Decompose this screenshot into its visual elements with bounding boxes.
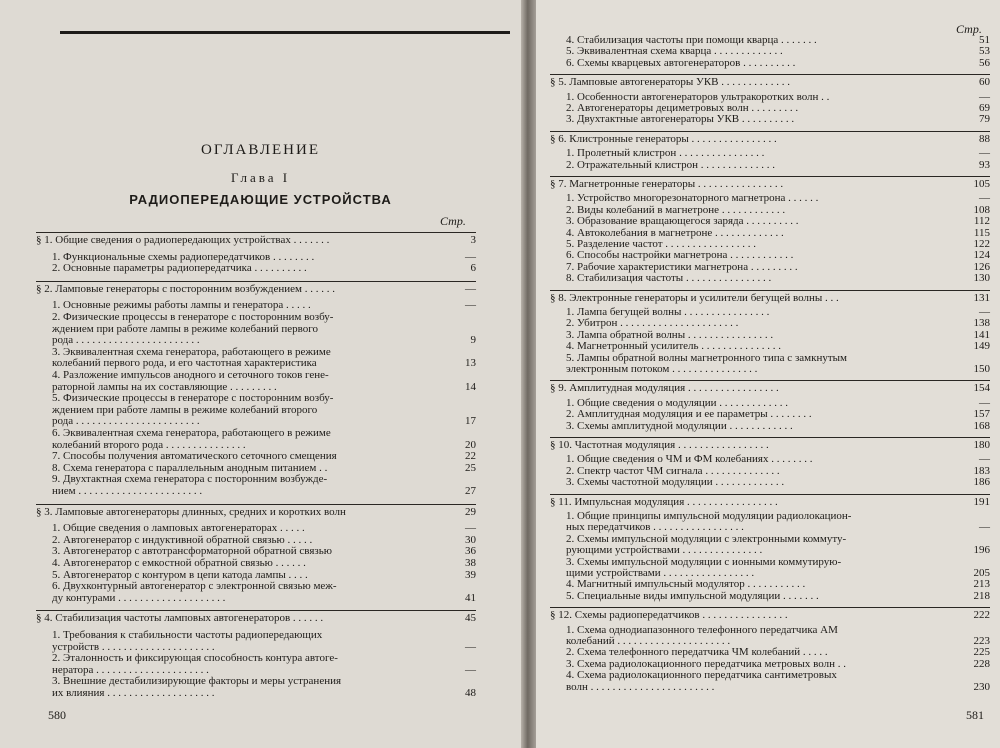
toc-entry-text: § 8. Электронные генераторы и усилители бегущей волны . . . [550, 291, 839, 304]
toc-subsection [566, 421, 990, 432]
toc-entry-page: 130 [973, 272, 990, 285]
toc-entry-text: 4. Схема радиолокационного передатчика сантиметровых волн . . . . . . . . . . . . . . . . . . . . . . . [566, 669, 837, 693]
toc-entry-text: 3. Лампа обратной волны . . . . . . . . . . . . . . . . [566, 328, 774, 341]
toc-entry-text: 5. Эквивалентная схема кварца . . . . . . . . . . . . . [566, 45, 783, 58]
toc-subsection [566, 148, 990, 159]
toc-entry-page: 225 [973, 646, 990, 659]
toc-entry-page: — [465, 640, 476, 653]
toc-subsection [566, 353, 990, 376]
toc-entry-text: § 1. Общие сведения о радиопередающих устройствах . . . . . . . [36, 234, 330, 246]
toc-entry-page: 149 [973, 340, 990, 353]
toc-entry-text: 4. Автоколебания в магнетроне . . . . . . . . . . . . . [566, 226, 784, 239]
toc-subsection [52, 347, 476, 370]
toc-section [36, 281, 476, 296]
toc-entry-page: — [979, 453, 990, 466]
toc-list-left [36, 232, 476, 702]
toc-entry-text: 1. Общие сведения о ЧМ и ФМ колебаниях . . . . . . . . [566, 453, 813, 466]
toc-subsection [566, 216, 990, 227]
toc-entry-text: § 10. Частотная модуляция . . . . . . . . . . . . . . . . . [550, 439, 769, 451]
toc-entry-text: 8. Стабилизация частоты . . . . . . . . . . . . . . . . [566, 272, 772, 285]
toc-entry-text: 1. Требования к стабильности частоты радиопередающих устройств . . . . . . . . . . . . . . . . . . . . . [52, 629, 323, 653]
toc-entry-page: 41 [465, 591, 476, 604]
toc-entry-text: 1. Особенности автогенераторов ультракоротких волн . . [566, 90, 830, 103]
toc-entry-page: 93 [979, 158, 990, 171]
toc-section [550, 176, 990, 190]
toc-entry-text: 1. Общие сведения о модуляции . . . . . . . . . . . . . [566, 396, 789, 409]
toc-entry-text: 4. Магнетронный усилитель . . . . . . . . . . . . . . . [566, 340, 782, 353]
toc-entry-text: 7. Способы получения автоматического сеточного смещения [52, 450, 337, 463]
toc-entry-page: 9 [470, 334, 476, 347]
toc-entry-text: 3. Схема радиолокационного передатчика метровых волн . . [566, 657, 846, 670]
toc-entry-text: 6. Способы настройки магнетрона . . . . . . . . . . . . [566, 249, 794, 262]
toc-entry-page: 150 [973, 362, 990, 375]
toc-entry-page: — [465, 522, 476, 535]
toc-entry-page: 38 [465, 557, 476, 569]
toc-subsection [52, 428, 476, 451]
toc-section [550, 131, 990, 145]
toc-entry-text: § 11. Импульсная модуляция . . . . . . . . . . . . . . . . . [550, 495, 778, 508]
toc-entry-text: 3. Автогенератор с автотрансформаторной обратной связью [52, 545, 332, 558]
page-column-label: Стр. [956, 22, 982, 36]
toc-entry-page: 69 [979, 102, 990, 114]
toc-entry-page: 25 [465, 461, 476, 474]
toc-section [36, 504, 476, 519]
toc-entry-text: § 4. Стабилизация частоты ламповых автогенераторов . . . . . . [36, 612, 324, 625]
toc-entry-page: 56 [979, 56, 990, 69]
toc-subsection [566, 341, 990, 352]
toc-entry-page: 51 [979, 34, 990, 46]
toc-entry-page: 205 [973, 566, 990, 579]
toc-entry-page: 112 [973, 215, 990, 228]
toc-entry-text: 8. Схема генератора с параллельным анодным питанием . . [52, 461, 328, 474]
toc-entry-text: 9. Двухтактная схема генератора с посторонним возбужде- нием . . . . . . . . . . . . . . . . . . . . . . . [52, 473, 328, 497]
toc-entry-page: 14 [465, 380, 476, 393]
toc-entry-page: 36 [465, 545, 476, 558]
toc-entry-text: 2. Схема телефонного передатчика ЧМ колебаний . . . . . [566, 646, 828, 659]
toc-entry-page: 230 [973, 680, 990, 693]
toc-subsection [566, 58, 990, 69]
toc-entry-page: 27 [465, 484, 476, 497]
toc-entry-text: 7. Рабочие характеристики магнетрона . . . . . . . . . [566, 260, 798, 273]
toc-entry-page: 183 [973, 464, 990, 477]
toc-entry-text: 2. Амплитудная модуляция и ее параметры . . . . . . . . [566, 408, 812, 421]
toc-subsection [52, 474, 476, 497]
toc-entry-page: 105 [973, 178, 990, 190]
toc-entry-text: 4. Разложение импульсов анодного и сеточного токов гене- раторной лампы на их составляющие . . . . . . . . . [52, 369, 329, 393]
toc-entry-page: 108 [973, 203, 990, 216]
toc-subsection [566, 534, 990, 557]
toc-entry-page: 13 [465, 357, 476, 370]
toc-section [36, 610, 476, 625]
toc-entry-text: 1. Функциональные схемы радиопередатчиков . . . . . . . . [52, 250, 315, 263]
toc-entry-page: — [465, 282, 476, 295]
toc-entry-page: 196 [973, 544, 990, 557]
toc-entry-text: 5. Специальные виды импульсной модуляции . . . . . . . [566, 589, 819, 602]
toc-entry-page: 141 [973, 328, 990, 341]
toc-subsection [566, 670, 990, 693]
toc-entry-page: 39 [465, 568, 476, 581]
toc-subsection [52, 653, 476, 676]
toc-subsection [566, 591, 990, 602]
toc-section [550, 74, 990, 88]
toc-entry-text: 3. Схемы частотной модуляции . . . . . . . . . . . . . [566, 476, 785, 489]
toc-subsection [566, 409, 990, 420]
toc-entry-text: 1. Лампа бегущей волны . . . . . . . . . . . . . . . . [566, 306, 770, 318]
toc-entry-page: 154 [973, 382, 990, 395]
toc-section [550, 290, 990, 304]
toc-entry-text: 2. Спектр частот ЧМ сигнала . . . . . . . . . . . . . . [566, 464, 780, 477]
toc-entry-page: — [979, 192, 990, 205]
toc-list-right [550, 35, 990, 700]
toc-entry-page: 6 [470, 262, 476, 275]
toc-entry-text: 1. Общие сведения о ламповых автогенераторах . . . . . [52, 522, 305, 535]
toc-entry-text: 2. Виды колебаний в магнетроне . . . . . . . . . . . . [566, 203, 786, 216]
toc-entry-page: 186 [973, 476, 990, 489]
toc-entry-page: 126 [973, 260, 990, 273]
toc-title: ОГЛАВЛЕНИЕ [201, 142, 320, 158]
toc-entry-text: 3. Внешние дестабилизирующие факторы и меры устранения их влияния . . . . . . . . . . . . . . . . . . . . [52, 675, 342, 699]
toc-entry-text: § 9. Амплитудная модуляция . . . . . . . . . . . . . . . . . [550, 382, 779, 395]
toc-subsection [52, 312, 476, 347]
toc-entry-text: 3. Эквивалентная схема генератора, работающего в режиме колебаний первого рода, и его частотная характеристика [52, 345, 331, 370]
toc-subsection [52, 558, 476, 570]
chapter-title: РАДИОПЕРЕДАЮЩИЕ УСТРОЙСТВА [129, 192, 392, 207]
toc-entry-text: § 12. Схемы радиопередатчиков . . . . . . . . . . . . . . . . [550, 609, 788, 622]
toc-subsection [566, 511, 990, 534]
toc-subsection [566, 625, 990, 648]
toc-subsection [566, 160, 990, 171]
toc-entry-page: 29 [465, 505, 476, 518]
toc-entry-page: 213 [973, 578, 990, 591]
page-number-left: 580 [48, 708, 66, 722]
toc-entry-text: 3. Схемы импульсной модуляции с ионными коммутирую- щими устройствами . . . . . . . . . . . . . . . . . [566, 555, 842, 579]
toc-entry-page: 223 [973, 634, 990, 647]
toc-entry-text: 3. Схемы амплитудной модуляции . . . . . . . . . . . . [566, 419, 793, 432]
toc-entry-text: 4. Автогенератор с емкостной обратной связью . . . . . . [52, 557, 306, 569]
toc-entry-page: — [979, 396, 990, 409]
toc-entry-page: 168 [973, 419, 990, 432]
right-page [536, 0, 1000, 748]
top-rule [60, 31, 510, 34]
toc-entry-page: 191 [973, 495, 990, 508]
toc-entry-page: 218 [973, 589, 990, 602]
book-gutter [521, 0, 536, 748]
toc-entry-page: 30 [465, 533, 476, 546]
page-number-right: 581 [966, 708, 984, 722]
toc-entry-text: § 7. Магнетронные генераторы . . . . . . . . . . . . . . . . [550, 178, 784, 190]
toc-entry-text: 1. Общие принципы импульсной модуляции радиолокацион- ных передатчиков . . . . . . . . . . . . . . . . . [566, 510, 852, 534]
toc-entry-page: 79 [979, 113, 990, 126]
toc-entry-page: — [465, 663, 476, 676]
toc-entry-text: § 6. Клистронные генераторы . . . . . . . . . . . . . . . . [550, 132, 777, 145]
toc-section [36, 232, 476, 247]
toc-entry-page: 228 [973, 657, 990, 670]
toc-entry-page: — [979, 147, 990, 160]
toc-entry-text: 4. Магнитный импульсный модулятор . . . . . . . . . . . [566, 578, 806, 591]
toc-subsection [52, 370, 476, 393]
toc-entry-text: 6. Схемы кварцевых автогенераторов . . . . . . . . . . [566, 56, 796, 69]
toc-subsection [52, 263, 476, 275]
toc-entry-page: 115 [973, 226, 990, 239]
page-column-label: Стр. [440, 214, 466, 228]
toc-subsection [52, 676, 476, 699]
toc-entry-text: 2. Эталонность и фиксирующая способность контура автоге- нератора . . . . . . . . . . . . . . . . . . . . . [52, 652, 338, 676]
toc-entry-page: 60 [979, 76, 990, 89]
toc-entry-text: 5. Физические процессы в генераторе с посторонним возбу- ждением при работе лампы в режиме колебаний второго рода . . . . . . . . . . . . . . . . . . . . . . . [52, 392, 334, 428]
toc-entry-text: 1. Основные режимы работы лампы и генератора . . . . . [52, 299, 311, 312]
toc-entry-text: 6. Эквивалентная схема генератора, работающего в режиме колебаний второго рода . . . . . . . . . . . . . . . [52, 427, 331, 451]
toc-entry-text: 2. Убитрон . . . . . . . . . . . . . . . . . . . . . . [566, 317, 739, 330]
toc-entry-page: 157 [973, 408, 990, 421]
toc-entry-page: — [465, 250, 476, 263]
toc-subsection [52, 581, 476, 604]
toc-entry-text: 6. Двухконтурный автогенератор с электронной связью меж- ду контурами . . . . . . . . . . . . . . . . . . . . [52, 580, 337, 604]
toc-entry-page: 131 [973, 291, 990, 304]
toc-entry-page: 20 [465, 438, 476, 451]
toc-entry-text: 2. Отражательный клистрон . . . . . . . . . . . . . . [566, 158, 776, 171]
toc-entry-text: § 2. Ламповые генераторы с посторонним возбуждением . . . . . . [36, 282, 335, 295]
toc-entry-page: 222 [973, 609, 990, 622]
toc-entry-page: 88 [979, 132, 990, 145]
toc-entry-text: 2. Автогенератор с индуктивной обратной связью . . . . . [52, 533, 313, 546]
toc-subsection [52, 393, 476, 428]
toc-entry-text: § 5. Ламповые автогенераторы УКВ . . . . . . . . . . . . . [550, 76, 791, 89]
toc-entry-page: 180 [973, 439, 990, 451]
toc-entry-text: 1. Схема однодиапазонного телефонного передатчика АМ колебаний . . . . . . . . . . . . . . . . . . . . . [566, 623, 838, 647]
toc-entry-page: 122 [973, 238, 990, 250]
chapter-number: Глава I [230, 170, 291, 185]
toc-entry-text: 4. Стабилизация частоты при помощи кварца . . . . . . . [566, 34, 817, 46]
toc-entry-page: 138 [973, 317, 990, 330]
toc-entry-page: — [979, 306, 990, 318]
toc-entry-text: 3. Образование вращающегося заряда . . . . . . . . . . [566, 215, 799, 228]
toc-section [550, 380, 990, 394]
toc-entry-text: 1. Устройство многорезонаторного магнетрона . . . . . . [566, 192, 819, 205]
toc-entry-page: 22 [465, 450, 476, 463]
toc-entry-page: — [979, 521, 990, 534]
toc-entry-page: 3 [470, 234, 476, 246]
toc-entry-text: 2. Схемы импульсной модуляции с электронными коммуту- рующими устройствами . . . . . . . . . . . . . . . [566, 532, 847, 557]
toc-entry-page: 45 [465, 612, 476, 625]
toc-entry-page: 124 [973, 249, 990, 262]
toc-entry-text: 2. Основные параметры радиопередатчика . . . . . . . . . . [52, 262, 307, 275]
toc-subsection [566, 114, 990, 125]
toc-entry-text: 5. Автогенератор с контуром в цепи катода лампы . . . . [52, 568, 308, 581]
toc-entry-text: 3. Двухтактные автогенераторы УКВ . . . . . . . . . . [566, 113, 795, 126]
toc-entry-page: — [465, 299, 476, 312]
toc-subsection [566, 477, 990, 488]
toc-subsection [52, 630, 476, 653]
toc-subsection [566, 557, 990, 580]
toc-entry-page: 48 [465, 686, 476, 699]
toc-section [550, 437, 990, 451]
toc-entry-text: 1. Пролетный клистрон . . . . . . . . . . . . . . . . [566, 147, 765, 160]
toc-entry-page: 17 [465, 415, 476, 428]
toc-entry-text: 5. Разделение частот . . . . . . . . . . . . . . . . . [566, 238, 757, 250]
toc-entry-text: 2. Автогенераторы дециметровых волн . . . . . . . . . [566, 102, 799, 114]
toc-section [550, 607, 990, 621]
toc-subsection [566, 273, 990, 284]
toc-entry-page: — [979, 90, 990, 103]
toc-entry-text: 2. Физические процессы в генераторе с посторонним возбу- ждением при работе лампы в режиме колебаний первого рода . . . . . . . . . . . . . . . . . . . . . . . [52, 311, 334, 347]
toc-section [550, 494, 990, 508]
toc-entry-text: § 3. Ламповые автогенераторы длинных, средних и коротких волн [36, 505, 346, 518]
toc-entry-page: 53 [979, 45, 990, 58]
toc-entry-text: 5. Лампы обратной волны магнетронного типа с замкнутым электронным потоком . . . . . . . . . . . . . . . . [566, 351, 848, 375]
